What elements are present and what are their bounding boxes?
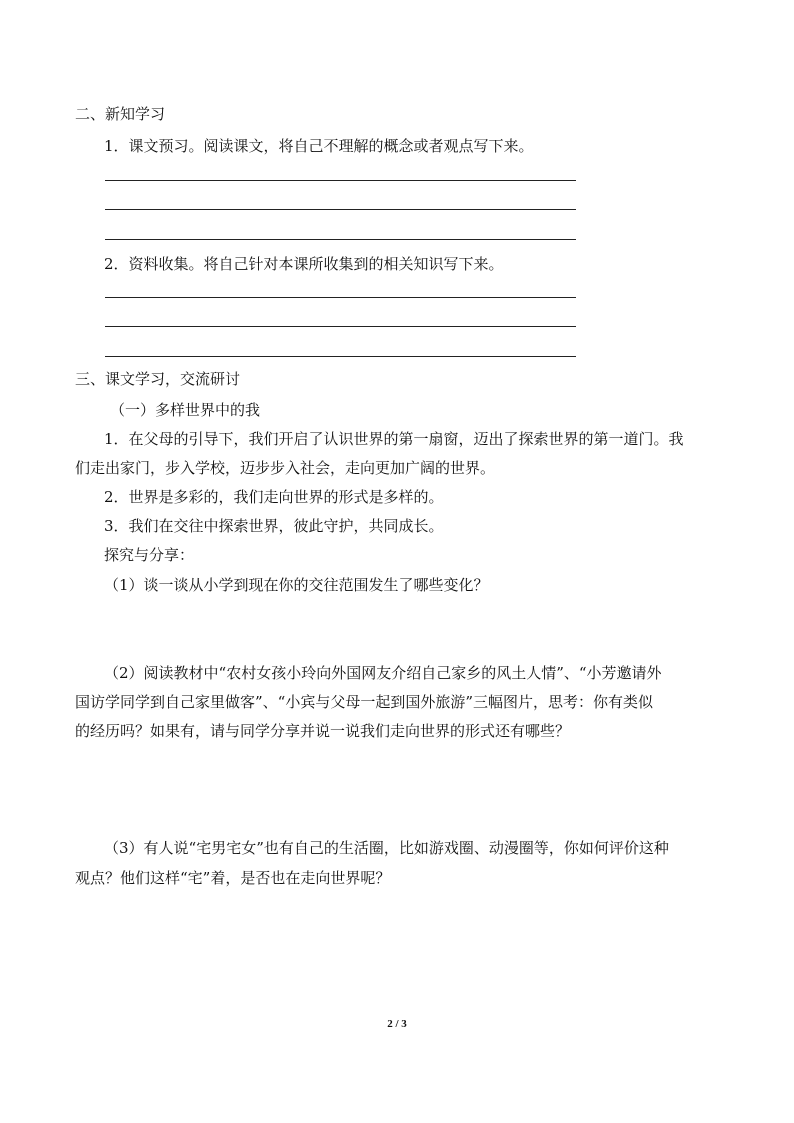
question-2-line: （2）阅读教材中“农村女孩小玲向外国网友介绍自己家乡的风土人情”、“小芳邀请外 [104,664,662,682]
question-3-line: 观点？他们这样“宅”着，是否也在走向世界呢？ [75,869,391,887]
point-3: 3．我们在交往中探索世界，彼此守护，共同成长。 [104,517,444,535]
subsection-heading: （一）多样世界中的我 [110,401,261,419]
question-2-line: 国访学同学到自己家里做客”、“小宾与父母一起到国外旅游”三幅图片，思考：你有类似 [75,693,654,711]
material-collection-prompt: 2．资料收集。将自己针对本课所收集到的相关知识写下来。 [104,255,504,273]
point-2: 2．世界是多彩的，我们走向世界的形式是多样的。 [104,488,444,506]
section-heading-new-knowledge: 二、新知学习 [75,105,166,123]
page-number: 2 / 3 [387,1018,407,1030]
answer-line [105,297,576,298]
answer-line [105,209,576,210]
answer-line [105,180,576,181]
answer-line [105,356,576,357]
answer-line [105,326,576,327]
point-1-line: 1．在父母的引导下，我们开启了认识世界的第一扇窗，迈出了探索世界的第一道门。我 [104,430,684,448]
explore-share-label: 探究与分享： [104,546,195,564]
question-3-line: （3）有人说“宅男宅女”也有自己的生活圈，比如游戏圈、动漫圈等，你如何评价这种 [104,839,669,857]
section-heading-lesson-study: 三、课文学习，交流研讨 [75,370,241,388]
preview-prompt: 1．课文预习。阅读课文，将自己不理解的概念或者观点写下来。 [104,137,534,155]
question-2-line: 的经历吗？如果有，请与同学分享并说一说我们走向世界的形式还有哪些？ [75,722,571,740]
answer-line [105,239,576,240]
point-1-line: 们走出家门，步入学校，迈步步入社会，走向更加广阔的世界。 [75,459,496,477]
question-1: （1）谈一谈从小学到现在你的交往范围发生了哪些变化？ [104,576,489,594]
